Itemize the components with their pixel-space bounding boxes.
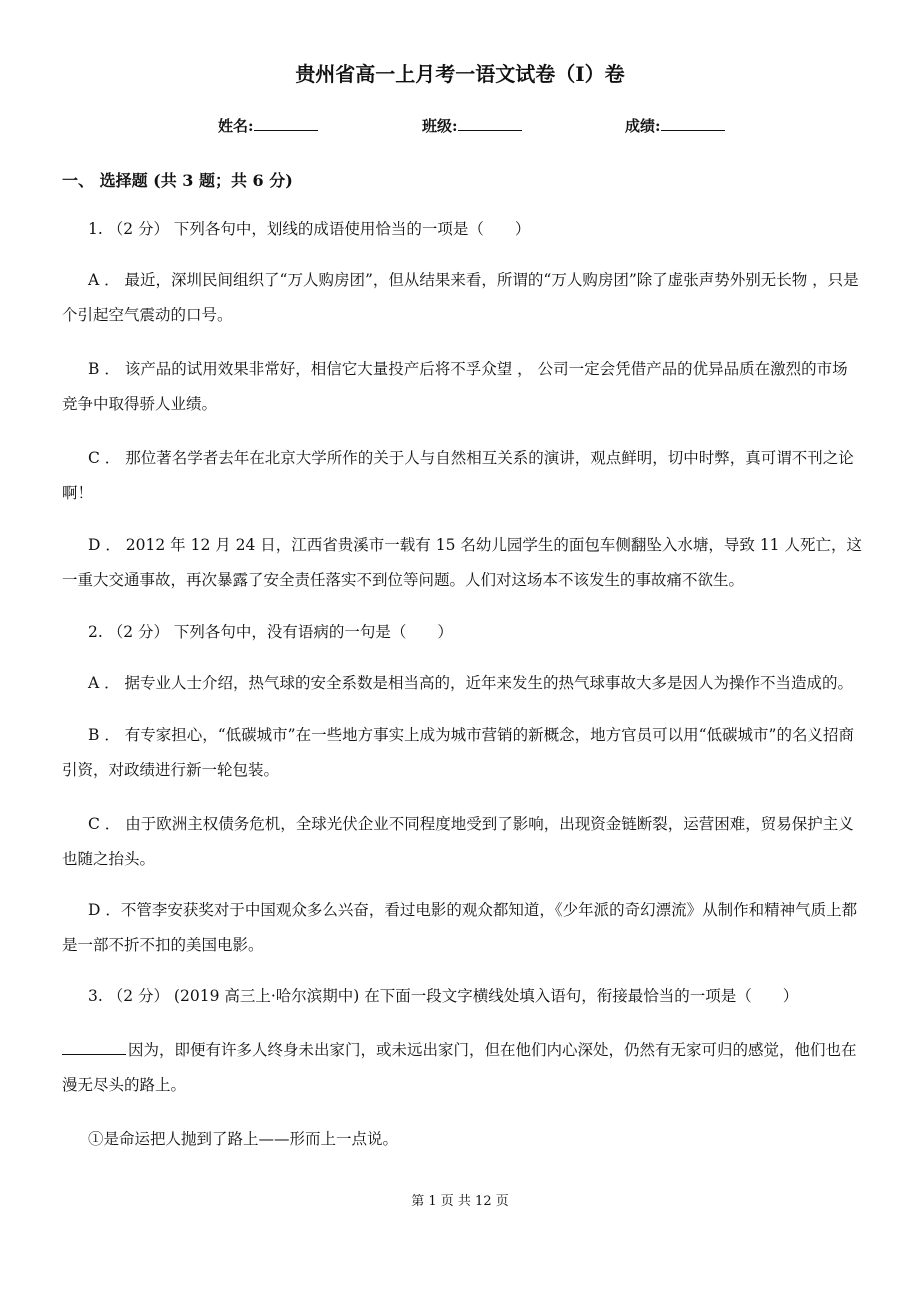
class-field[interactable] <box>422 115 522 136</box>
question-2-option-d: D ．不管李安获奖对于中国观众多么兴奋，看过电影的观众都知道，《少年派的奇幻漂流》从制作和精神气质上都是一部不折不扣的美国电影。 <box>62 901 858 954</box>
question-1-option-a: A ． 最近，深圳民间组织了“万人购房团”，但从结果来看，所谓的“万人购房团”除了虚张声势外别无长物 ，只是个引起空气震动的口号。 <box>62 271 859 324</box>
name-blank[interactable] <box>254 116 318 131</box>
question-2-option-b: B ． 有专家担心，“低碳城市”在一些地方事实上成为城市营销的新概念，地方官员可以用“低碳城市”的名义招商引资，对政绩进行新一轮包装。 <box>62 726 854 779</box>
question-2-option-a: A ． 据专业人士介绍，热气球的安全系数是相当高的，近年来发生的热气球事故大多是因人为操作不当造成的。 <box>88 674 854 692</box>
page-title: 贵州省高一上月考一语文试卷（I）卷 <box>295 62 625 86</box>
question-2-stem: 2. （2 分） 下列各句中，没有语病的一句是（ ） <box>88 623 453 641</box>
class-blank[interactable] <box>458 116 522 131</box>
answer-blank <box>62 1040 126 1055</box>
question-3-item-1: ①是命运把人抛到了路上——形而上一点说。 <box>88 1130 399 1148</box>
class-label: 班级: <box>422 117 458 135</box>
section-heading: 一、 选择题 (共 3 题；共 6 分) <box>62 171 293 190</box>
passage-text: 因为，即便有许多人终身未出家门，或未远出家门，但在他们内心深处，仍然有无家可归的感觉，他们也在漫无尽头的路上。 <box>62 1041 857 1094</box>
page-footer: 第 1 页 共 12 页 <box>411 1194 509 1209</box>
question-1-stem: 1. （2 分） 下列各句中，划线的成语使用恰当的一项是（ ） <box>88 220 531 238</box>
question-3-passage <box>62 1033 862 1103</box>
score-label: 成绩: <box>625 117 661 135</box>
question-1-option-d: D ． 2012 年 12 月 24 日，江西省贵溪市一载有 15 名幼儿园学生的面包车侧翻坠入水塘，导致 11 人死亡，这一重大交通事故，再次暴露了安全责任落实不到位等问题。人们对这场本不该发生的事故痛不欲生。 <box>62 536 862 589</box>
question-1-option-b: B ． 该产品的试用效果非常好，相信它大量投产后将不孚众望 ， 公司一定会凭借产品的优异品质在激烈的市场竞争中取得骄人业绩。 <box>62 360 848 413</box>
question-1-option-c: C ． 那位著名学者去年在北京大学所作的关于人与自然相互关系的演讲，观点鲜明，切中时弊，真可谓不刊之论啊！ <box>62 449 854 502</box>
question-2-option-c: C ． 由于欧洲主权债务危机，全球光伏企业不同程度地受到了影响，出现资金链断裂，运营困难，贸易保护主义也随之抬头。 <box>62 815 854 868</box>
score-blank[interactable] <box>661 116 725 131</box>
question-3-stem: 3. （2 分） (2019 高三上·哈尔滨期中) 在下面一段文字横线处填入语句，衔接最恰当的一项是（ ） <box>88 987 799 1005</box>
name-field[interactable] <box>218 115 318 136</box>
score-field[interactable] <box>625 115 725 136</box>
name-label: 姓名: <box>218 117 254 135</box>
